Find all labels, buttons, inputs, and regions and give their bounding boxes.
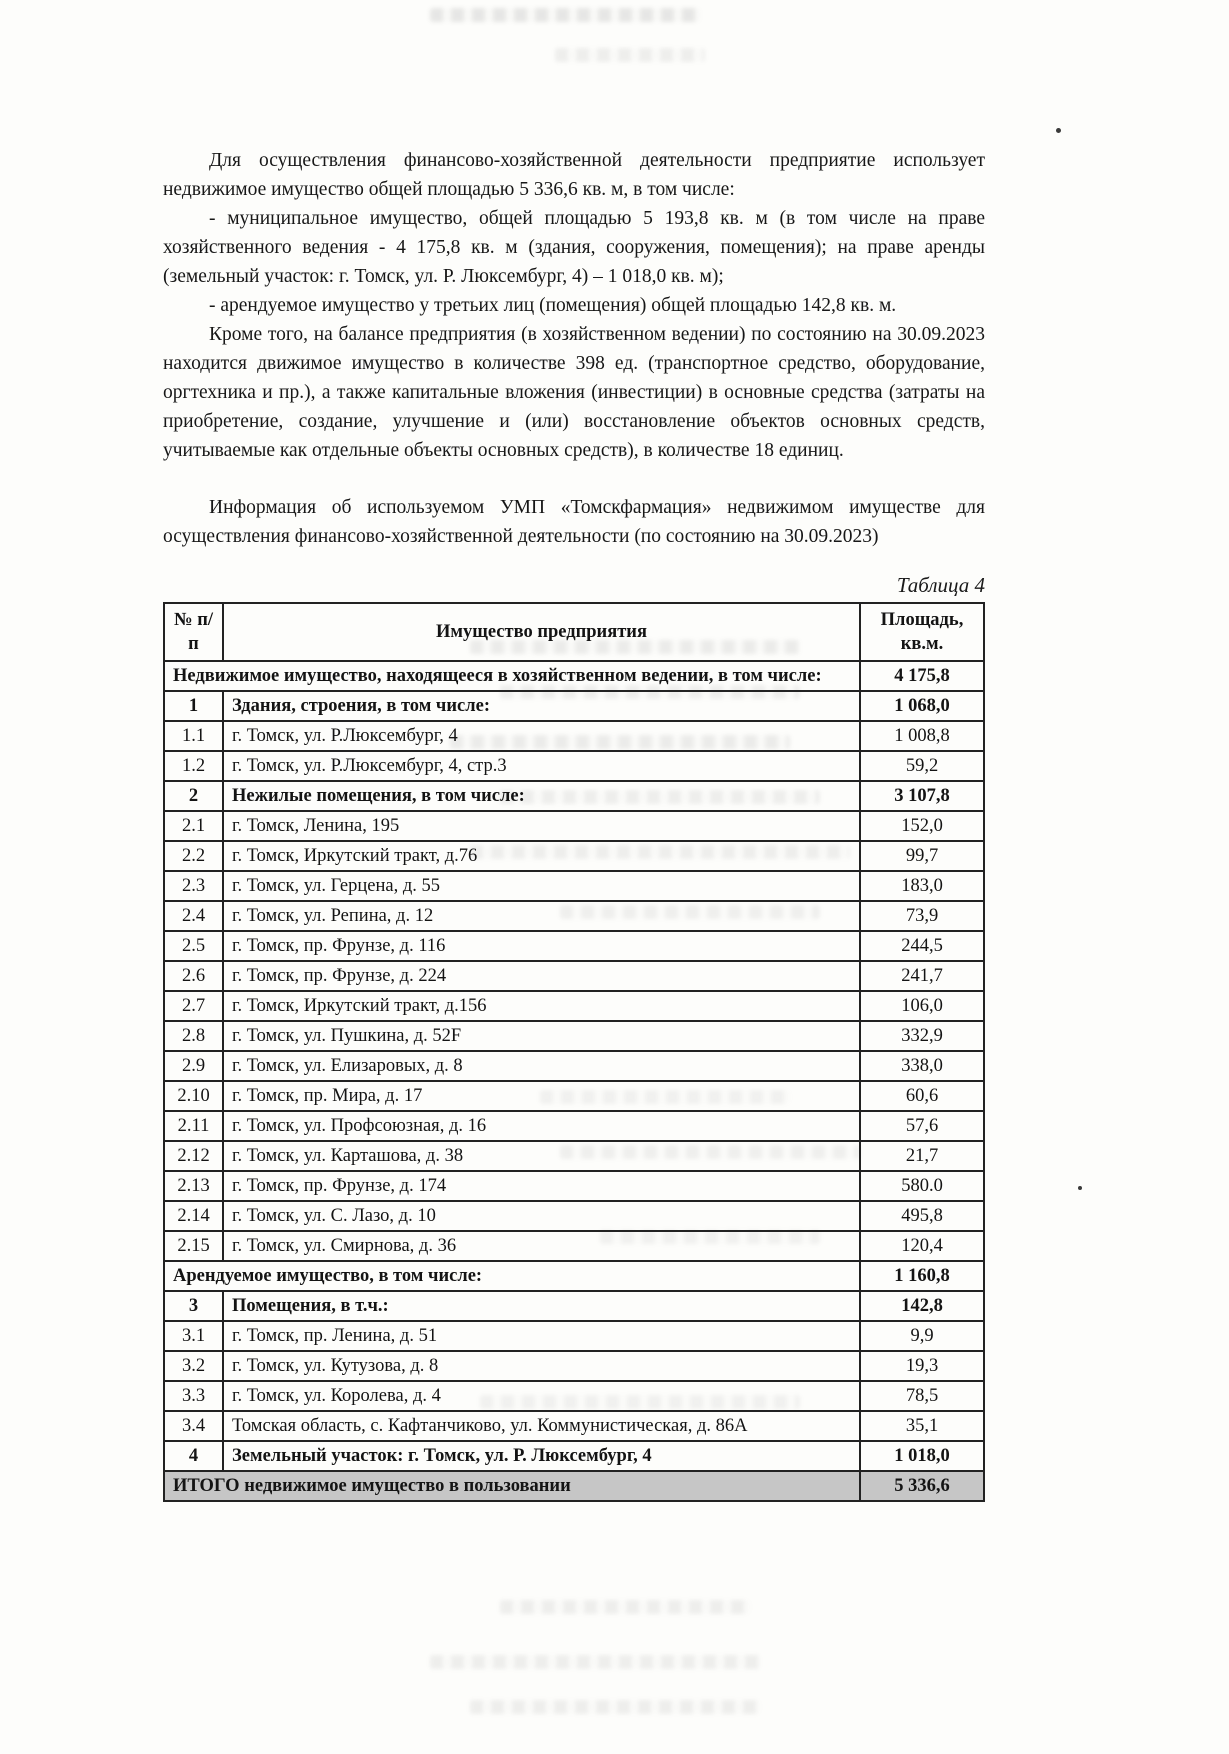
row-area: 59,2	[860, 751, 984, 781]
table-row	[164, 961, 984, 991]
scan-bleed-artifact	[555, 48, 705, 62]
table-row	[164, 1201, 984, 1231]
row-num: 3.2	[164, 1351, 223, 1381]
table-row	[164, 1021, 984, 1051]
row-area: 152,0	[860, 811, 984, 841]
row-area: 183,0	[860, 871, 984, 901]
table-row	[164, 1471, 984, 1501]
table-row	[164, 1441, 984, 1471]
row-area: 1 018,0	[860, 1441, 984, 1471]
table-row	[164, 721, 984, 751]
row-name: Здания, строения, в том числе:	[223, 691, 860, 721]
scan-speck	[1056, 128, 1061, 133]
row-area: 5 336,6	[860, 1471, 984, 1501]
table-row	[164, 691, 984, 721]
row-num: 2.11	[164, 1111, 223, 1141]
row-area: 106,0	[860, 991, 984, 1021]
row-area: 19,3	[860, 1351, 984, 1381]
row-num: 2	[164, 781, 223, 811]
table-row	[164, 1051, 984, 1081]
row-name: г. Томск, ул. Репина, д. 12	[223, 901, 860, 931]
row-area: 142,8	[860, 1291, 984, 1321]
paragraph-table-intro: Информация об используемом УМП «Томскфармация» недвижимом имуществе для осуществления финансово-хозяйственной деятельности (по состоянию на 30.09.2023)	[163, 497, 985, 547]
scan-speck	[1078, 1186, 1082, 1190]
table-row	[164, 751, 984, 781]
header-name: Имущество предприятия	[223, 603, 860, 661]
scan-bleed-artifact	[430, 1655, 760, 1669]
row-name: г. Томск, ул. Елизаровых, д. 8	[223, 1051, 860, 1081]
row-num: 1	[164, 691, 223, 721]
row-area: 338,0	[860, 1051, 984, 1081]
table-row	[164, 871, 984, 901]
row-name: Земельный участок: г. Томск, ул. Р. Люксембург, 4	[223, 1441, 860, 1471]
table-row	[164, 1411, 984, 1441]
row-name: Нежилые помещения, в том числе:	[223, 781, 860, 811]
row-name: г. Томск, ул. Смирнова, д. 36	[223, 1231, 860, 1261]
row-num: 3	[164, 1291, 223, 1321]
row-area: 4 175,8	[860, 661, 984, 691]
row-num: 2.1	[164, 811, 223, 841]
row-name: Томская область, с. Кафтанчиково, ул. Коммунистическая, д. 86А	[223, 1411, 860, 1441]
row-area: 99,7	[860, 841, 984, 871]
row-num: 3.1	[164, 1321, 223, 1351]
row-num: 2.14	[164, 1201, 223, 1231]
row-name: г. Томск, ул. Профсоюзная, д. 16	[223, 1111, 860, 1141]
row-name: г. Томск, ул. Пушкина, д. 52F	[223, 1021, 860, 1051]
row-area: 1 160,8	[860, 1261, 984, 1291]
table-caption: Таблица 4	[896, 573, 985, 597]
row-name: Арендуемое имущество, в том числе:	[164, 1261, 860, 1291]
table-row	[164, 1081, 984, 1111]
row-area: 332,9	[860, 1021, 984, 1051]
property-table-body	[164, 661, 984, 1501]
row-name: г. Томск, ул. Карташова, д. 38	[223, 1141, 860, 1171]
header-num: № п/п	[164, 603, 223, 661]
header-area: Площадь, кв.м.	[860, 603, 984, 661]
table-row	[164, 1111, 984, 1141]
row-num: 3.3	[164, 1381, 223, 1411]
row-name: г. Томск, ул. С. Лазо, д. 10	[223, 1201, 860, 1231]
row-num: 2.6	[164, 961, 223, 991]
table-row	[164, 781, 984, 811]
row-name: г. Томск, ул. Кутузова, д. 8	[223, 1351, 860, 1381]
paragraph-usage-summary: Для осуществления финансово-хозяйственной деятельности предприятие использует недвижимое имущество общей площадью 5 336,6 кв. м, в том числе:	[163, 150, 985, 200]
table-row	[164, 1291, 984, 1321]
row-name: г. Томск, пр. Фрунзе, д. 224	[223, 961, 860, 991]
row-area: 120,4	[860, 1231, 984, 1261]
table-row	[164, 1261, 984, 1291]
row-area: 241,7	[860, 961, 984, 991]
table-row	[164, 1171, 984, 1201]
row-name: г. Томск, ул. Королева, д. 4	[223, 1381, 860, 1411]
row-area: 73,9	[860, 901, 984, 931]
row-area: 244,5	[860, 931, 984, 961]
scan-bleed-artifact	[470, 1700, 760, 1714]
scan-bleed-artifact	[430, 8, 700, 22]
table-row	[164, 661, 984, 691]
property-table	[163, 602, 985, 1502]
row-num: 1.2	[164, 751, 223, 781]
row-area: 60,6	[860, 1081, 984, 1111]
row-name: г. Томск, ул. Р.Люксембург, 4	[223, 721, 860, 751]
row-area: 78,5	[860, 1381, 984, 1411]
table-row	[164, 1231, 984, 1261]
row-num: 2.12	[164, 1141, 223, 1171]
paragraph-leased-property: - арендуемое имущество у третьих лиц (помещения) общей площадью 142,8 кв. м.	[209, 295, 897, 316]
table-row	[164, 811, 984, 841]
row-area: 35,1	[860, 1411, 984, 1441]
row-name: г. Томск, Иркутский тракт, д.76	[223, 841, 860, 871]
table-row	[164, 841, 984, 871]
row-name: г. Томск, ул. Р.Люксембург, 4, стр.3	[223, 751, 860, 781]
paragraph-municipal-property: - муниципальное имущество, общей площадью 5 193,8 кв. м (в том числе на праве хозяйственного ведения - 4 175,8 кв. м (здания, сооружения, помещения); на праве аренды (земельный участок: г. Томск, ул. Р. Люксембург, 4) – 1 018,0 кв. м);	[163, 208, 985, 287]
row-area: 1 008,8	[860, 721, 984, 751]
table-row	[164, 1381, 984, 1411]
table-header-row	[164, 603, 984, 661]
row-num: 2.7	[164, 991, 223, 1021]
row-name: Помещения, в т.ч.:	[223, 1291, 860, 1321]
row-num: 2.3	[164, 871, 223, 901]
row-num: 1.1	[164, 721, 223, 751]
row-area: 57,6	[860, 1111, 984, 1141]
table-row	[164, 931, 984, 961]
row-name: Недвижимое имущество, находящееся в хозяйственном ведении, в том числе:	[164, 661, 860, 691]
row-area: 495,8	[860, 1201, 984, 1231]
row-num: 4	[164, 1441, 223, 1471]
row-name: г. Томск, Иркутский тракт, д.156	[223, 991, 860, 1021]
row-num: 2.9	[164, 1051, 223, 1081]
paragraph-movable-property: Кроме того, на балансе предприятия (в хозяйственном ведении) по состоянию на 30.09.2023 находится движимое имущество в количестве 398 ед. (транспортное средство, оборудование, оргтехника и пр.), а также капитальные вложения (инвестиции) в основные средства (затраты на приобретение, создание, улучшение и (или) восстановление объектов основных средств, учитываемые как отдельные объекты основных средств), в количестве 18 единиц.	[163, 324, 985, 461]
row-num: 2.13	[164, 1171, 223, 1201]
table-row	[164, 1321, 984, 1351]
row-num: 2.15	[164, 1231, 223, 1261]
row-num: 2.2	[164, 841, 223, 871]
row-num: 2.10	[164, 1081, 223, 1111]
table-row	[164, 1141, 984, 1171]
row-name: г. Томск, Ленина, 195	[223, 811, 860, 841]
row-name: г. Томск, пр. Фрунзе, д. 116	[223, 931, 860, 961]
document-content	[163, 146, 985, 1502]
row-area: 580.0	[860, 1171, 984, 1201]
row-num: 2.5	[164, 931, 223, 961]
row-num: 2.8	[164, 1021, 223, 1051]
table-row	[164, 1351, 984, 1381]
row-name: г. Томск, пр. Ленина, д. 51	[223, 1321, 860, 1351]
table-row	[164, 991, 984, 1021]
row-num: 3.4	[164, 1411, 223, 1441]
row-name: г. Томск, ул. Герцена, д. 55	[223, 871, 860, 901]
row-area: 3 107,8	[860, 781, 984, 811]
row-name: г. Томск, пр. Мира, д. 17	[223, 1081, 860, 1111]
row-num: 2.4	[164, 901, 223, 931]
table-row	[164, 901, 984, 931]
row-area: 21,7	[860, 1141, 984, 1171]
scan-bleed-artifact	[500, 1600, 750, 1614]
row-name: ИТОГО недвижимое имущество в пользовании	[164, 1471, 860, 1501]
row-area: 1 068,0	[860, 691, 984, 721]
row-area: 9,9	[860, 1321, 984, 1351]
row-name: г. Томск, пр. Фрунзе, д. 174	[223, 1171, 860, 1201]
